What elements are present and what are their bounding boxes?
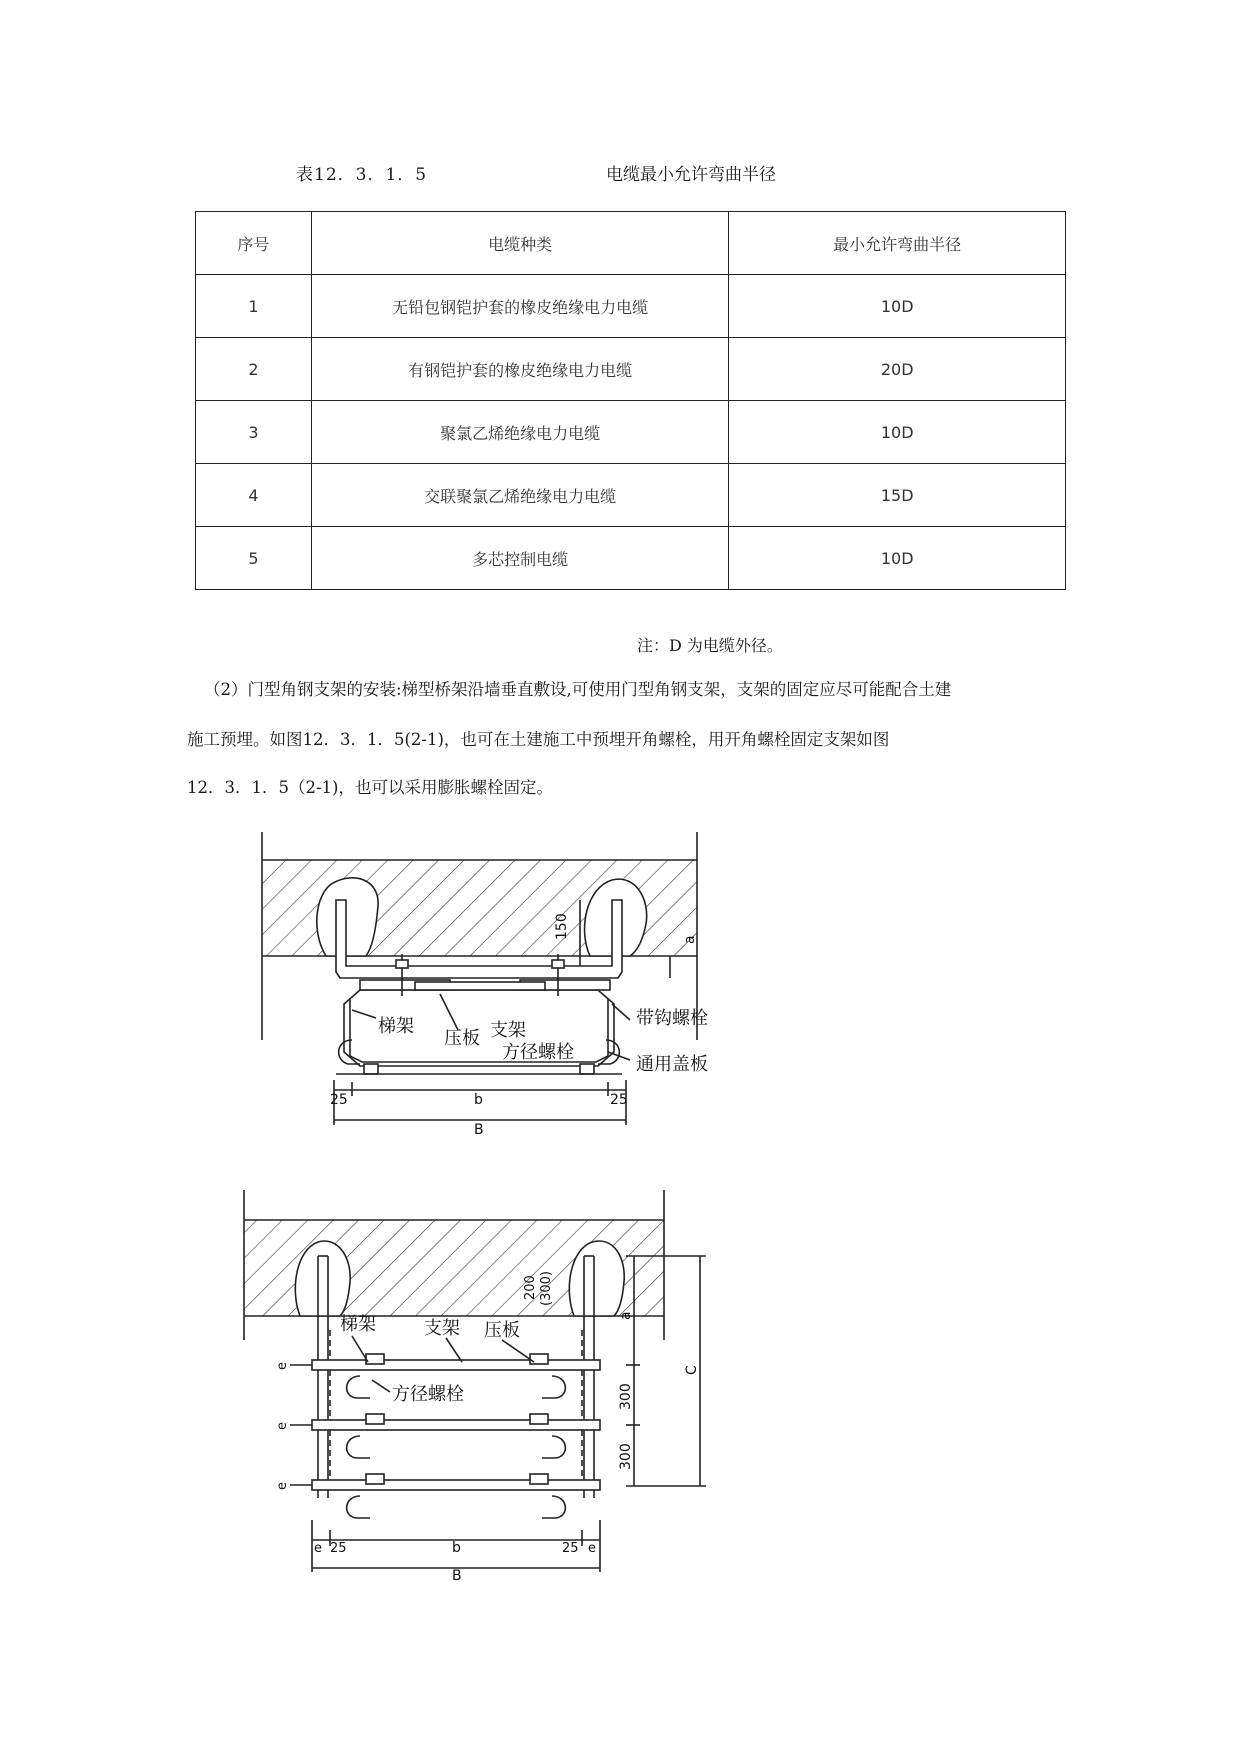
dim-e-right: e <box>588 1541 596 1556</box>
dim-150: 150 <box>554 913 570 940</box>
dim-25-left: 25 <box>330 1092 348 1108</box>
cell-min-radius: 10D <box>729 401 1066 464</box>
paragraph-line-3: 12．3．1．5（2-1)，也可以采用膨胀螺栓固定。 <box>187 778 553 797</box>
cell-cable-type: 无铅包钢铠护套的橡皮绝缘电力电缆 <box>311 275 729 338</box>
dim-e-3: e <box>275 1482 290 1490</box>
cell-index: 1 <box>196 275 312 338</box>
label-bracket: 支架 <box>490 1020 526 1041</box>
table-title: 电缆最小允许弯曲半径 <box>606 165 776 185</box>
label-square-bolt: 方径螺栓 <box>502 1042 574 1063</box>
paragraph-line-1: （2）门型角钢支架的安装:梯型桥架沿墙垂直敷设,可使用门型角钢支架，支架的固定应尽可能配合土建 <box>204 680 952 699</box>
header-cable-type: 电缆种类 <box>311 212 729 275</box>
cell-index: 4 <box>196 464 312 527</box>
dim-B: B <box>452 1568 462 1584</box>
cell-cable-type: 多芯控制电缆 <box>311 527 729 590</box>
dim-300-paren: (300) <box>539 1271 554 1306</box>
cell-min-radius: 20D <box>729 338 1066 401</box>
table-number: 表12．3．1．5 <box>296 165 428 185</box>
dim-25-left: 25 <box>330 1541 347 1556</box>
label-hook-bolt: 带钩螺栓 <box>636 1008 708 1029</box>
label-cover: 通用盖板 <box>636 1054 708 1075</box>
cell-index: 5 <box>196 527 312 590</box>
cell-min-radius: 10D <box>729 527 1066 590</box>
label-plate: 压板 <box>444 1028 480 1049</box>
dim-C: C <box>684 1365 700 1375</box>
label-ladder: 梯架 <box>378 1016 414 1037</box>
dim-25-right: 25 <box>562 1541 579 1556</box>
cell-cable-type: 交联聚氯乙烯绝缘电力电缆 <box>311 464 729 527</box>
header-index: 序号 <box>196 212 312 275</box>
figure-2-drawing <box>244 1190 706 1572</box>
dim-300-2: 300 <box>618 1443 634 1470</box>
dim-200: 200 <box>523 1275 538 1300</box>
label-square-bolt: 方径螺栓 <box>392 1384 464 1405</box>
dim-e-2: e <box>275 1422 290 1430</box>
cell-cable-type: 有钢铠护套的橡皮绝缘电力电缆 <box>311 338 729 401</box>
label-bracket: 支架 <box>424 1318 460 1339</box>
dim-300-1: 300 <box>618 1383 634 1410</box>
cell-index: 2 <box>196 338 312 401</box>
dim-B: B <box>474 1122 484 1138</box>
dim-a: a <box>682 935 698 944</box>
dim-25-right: 25 <box>610 1092 628 1108</box>
dim-e-1: e <box>275 1362 290 1370</box>
dim-b: b <box>452 1540 461 1556</box>
dim-b: b <box>474 1092 483 1108</box>
label-plate: 压板 <box>484 1320 520 1341</box>
dim-a: a <box>618 1311 634 1320</box>
label-ladder: 梯架 <box>340 1314 376 1335</box>
table-note: 注：D 为电缆外径。 <box>637 636 783 655</box>
header-min-radius: 最小允许弯曲半径 <box>729 212 1066 275</box>
cell-index: 3 <box>196 401 312 464</box>
figure-1-drawing <box>262 832 697 1125</box>
dim-e-left: e <box>314 1541 322 1556</box>
cell-min-radius: 15D <box>729 464 1066 527</box>
cell-min-radius: 10D <box>729 275 1066 338</box>
paragraph-line-2: 施工预埋。如图12．3．1．5(2-1)，也可在土建施工中预埋开角螺栓，用开角螺栓固定支架如图 <box>187 730 890 749</box>
cell-cable-type: 聚氯乙烯绝缘电力电缆 <box>311 401 729 464</box>
